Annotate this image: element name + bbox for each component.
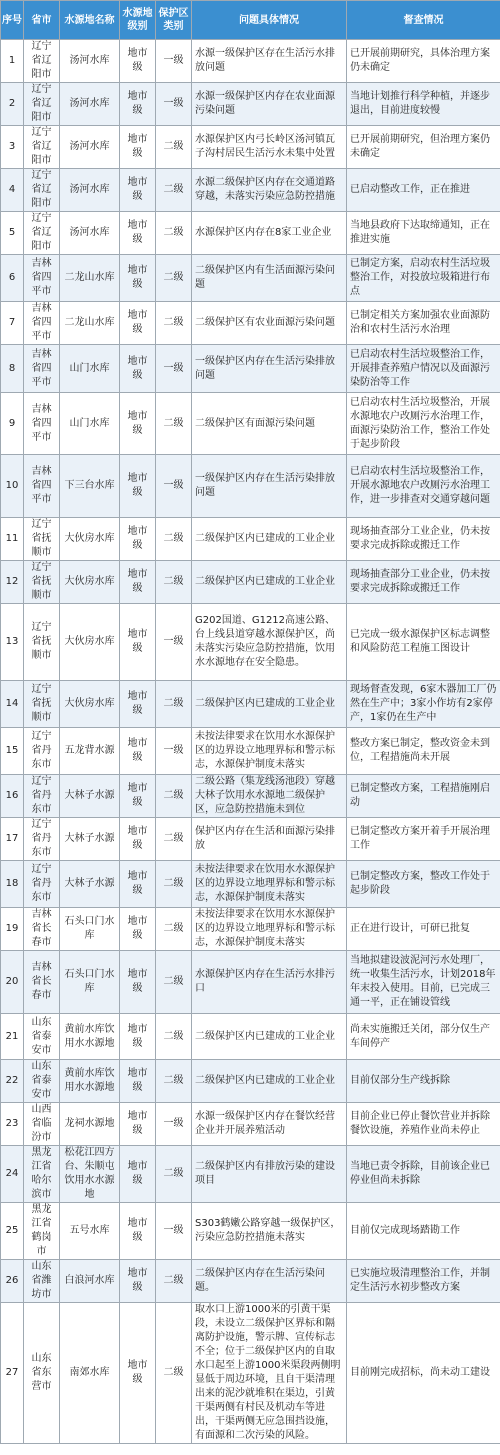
row-source-level: 地市级: [120, 1103, 156, 1146]
row-inspection-status: 已启动整改工作，正在推进: [347, 169, 500, 212]
row-inspection-status: 已制定整改方案，整改工作处于起步阶段: [347, 861, 500, 908]
row-province-city: 辽宁省丹东市: [24, 775, 60, 818]
row-province-city: 辽宁省辽阳市: [24, 212, 60, 255]
table-row: [1, 169, 500, 212]
row-problem-details: 未按法律要求在饮用水水源保护区的边界设立地理界标和警示标志，水源保护制度未落实: [192, 861, 347, 908]
table-row: [1, 40, 500, 83]
row-source-level: 地市级: [120, 393, 156, 455]
row-protection-category: 二级: [156, 1060, 192, 1103]
row-index: 12: [1, 561, 24, 604]
row-problem-details: 水源一级保护区内存在农业面源污染问题: [192, 83, 347, 126]
row-index: 19: [1, 908, 24, 951]
row-source-level: 地市级: [120, 1260, 156, 1303]
row-province-city: 辽宁省丹东市: [24, 728, 60, 775]
table-row: [1, 1103, 500, 1146]
row-source-name: 白浪河水库: [60, 1260, 120, 1303]
row-problem-details: 水源保护区内存在8家工业企业: [192, 212, 347, 255]
table-row: [1, 212, 500, 255]
row-protection-category: 二级: [156, 1260, 192, 1303]
row-source-name: 石头口门水库: [60, 908, 120, 951]
row-source-name: 山门水库: [60, 345, 120, 393]
row-source-level: 地市级: [120, 345, 156, 393]
header-province-city: 省市: [24, 1, 60, 40]
table-row: [1, 561, 500, 604]
row-protection-category: 二级: [156, 818, 192, 861]
row-source-level: 地市级: [120, 1014, 156, 1060]
row-province-city: 辽宁省丹东市: [24, 861, 60, 908]
table-row: [1, 83, 500, 126]
row-source-name: 山门水库: [60, 393, 120, 455]
row-province-city: 辽宁省丹东市: [24, 818, 60, 861]
table-row: [1, 604, 500, 681]
row-source-level: 地市级: [120, 728, 156, 775]
row-inspection-status: 已开展前期研究，具体治理方案仍未确定: [347, 40, 500, 83]
row-source-name: 松花江四方台、朱顺屯饮用水水源地: [60, 1146, 120, 1203]
row-protection-category: 二级: [156, 1303, 192, 1444]
row-source-name: 龙祠水源地: [60, 1103, 120, 1146]
row-province-city: 辽宁省辽阳市: [24, 169, 60, 212]
row-index: 15: [1, 728, 24, 775]
row-source-name: 大林子水源: [60, 775, 120, 818]
row-source-level: 地市级: [120, 455, 156, 518]
row-inspection-status: 目前仅部分生产线拆除: [347, 1060, 500, 1103]
row-index: 1: [1, 40, 24, 83]
row-problem-details: 二级保护区有面源污染问题: [192, 393, 347, 455]
row-province-city: 辽宁省抚顺市: [24, 681, 60, 728]
row-source-level: 地市级: [120, 681, 156, 728]
row-source-level: 地市级: [120, 302, 156, 345]
table-row: [1, 908, 500, 951]
row-index: 10: [1, 455, 24, 518]
row-source-name: 大伙房水库: [60, 681, 120, 728]
row-problem-details: 二级保护区内已建成的工业企业: [192, 681, 347, 728]
row-inspection-status: 目前刚完成招标，尚未动工建设: [347, 1303, 500, 1444]
table-row: [1, 1146, 500, 1203]
row-inspection-status: 已开展前期研究，但治理方案仍未确定: [347, 126, 500, 169]
row-problem-details: 水源一级保护区存在生活污水排放问题: [192, 40, 347, 83]
row-province-city: 吉林省长春市: [24, 908, 60, 951]
row-inspection-status: 目前仅完成现场踏勘工作: [347, 1203, 500, 1260]
row-source-name: 汤河水库: [60, 169, 120, 212]
table-row: [1, 775, 500, 818]
table-header-row: [1, 1, 500, 40]
row-protection-category: 二级: [156, 908, 192, 951]
row-index: 25: [1, 1203, 24, 1260]
row-source-name: 黄前水库饮用水水源地: [60, 1060, 120, 1103]
row-inspection-status: 已启动农村生活垃圾整治工作，开展水源地农户改厕污水治理工作，进一步排查对交通穿越问题: [347, 455, 500, 518]
row-province-city: 山东省东营市: [24, 1303, 60, 1444]
row-source-name: 二龙山水库: [60, 302, 120, 345]
row-inspection-status: 现场督查发现，6家木器加工厂仍然在生产中；3家小作坊有2家停产，1家仍在生产中: [347, 681, 500, 728]
row-source-level: 地市级: [120, 775, 156, 818]
header-problem-details: 问题具体情况: [192, 1, 347, 40]
row-province-city: 吉林省四平市: [24, 345, 60, 393]
row-problem-details: 二级保护区内有生活面源污染问题: [192, 255, 347, 302]
row-protection-category: 二级: [156, 518, 192, 561]
row-problem-details: 二级保护区内已建成的工业企业: [192, 1060, 347, 1103]
row-source-name: 大伙房水库: [60, 561, 120, 604]
row-source-level: 地市级: [120, 83, 156, 126]
row-source-level: 地市级: [120, 40, 156, 83]
row-source-name: 汤河水库: [60, 83, 120, 126]
row-inspection-status: 已实施垃圾清理整治工作，并制定生活污水初步整改方案: [347, 1260, 500, 1303]
table-body: [1, 40, 500, 1444]
row-protection-category: 二级: [156, 775, 192, 818]
row-inspection-status: 当地县政府下达取缔通知，正在推进实施: [347, 212, 500, 255]
row-province-city: 辽宁省抚顺市: [24, 518, 60, 561]
row-index: 11: [1, 518, 24, 561]
row-province-city: 山东省潍坊市: [24, 1260, 60, 1303]
row-province-city: 辽宁省辽阳市: [24, 83, 60, 126]
row-index: 4: [1, 169, 24, 212]
row-source-level: 地市级: [120, 561, 156, 604]
row-source-name: 汤河水库: [60, 40, 120, 83]
row-protection-category: 二级: [156, 169, 192, 212]
header-source-level: 水源地级别: [120, 1, 156, 40]
row-province-city: 辽宁省辽阳市: [24, 40, 60, 83]
row-problem-details: 一级保护区内存在生活污染排放问题: [192, 345, 347, 393]
row-index: 22: [1, 1060, 24, 1103]
row-source-level: 地市级: [120, 1203, 156, 1260]
row-source-level: 地市级: [120, 604, 156, 681]
row-source-level: 地市级: [120, 518, 156, 561]
row-index: 16: [1, 775, 24, 818]
row-inspection-status: 已制定方案，启动农村生活垃圾整治工作，对投放垃圾箱进行布点: [347, 255, 500, 302]
table-row: [1, 1260, 500, 1303]
row-protection-category: 二级: [156, 126, 192, 169]
row-source-name: 大伙房水库: [60, 604, 120, 681]
row-source-level: 地市级: [120, 169, 156, 212]
table-row: [1, 1060, 500, 1103]
row-problem-details: 水源一级保护区内存在餐饮经营企业并开展养殖活动: [192, 1103, 347, 1146]
row-source-level: 地市级: [120, 1146, 156, 1203]
row-province-city: 辽宁省抚顺市: [24, 604, 60, 681]
row-protection-category: 二级: [156, 951, 192, 1014]
header-source-name: 水源地名称: [60, 1, 120, 40]
row-index: 8: [1, 345, 24, 393]
row-inspection-status: 整改方案已制定，整改资金未到位，工程措施尚未开展: [347, 728, 500, 775]
row-source-level: 地市级: [120, 908, 156, 951]
row-index: 3: [1, 126, 24, 169]
header-index: 序号: [1, 1, 24, 40]
table-row: [1, 1303, 500, 1444]
row-inspection-status: 已启动农村生活垃圾整治，开展水源地农户改厕污水治理工作，面源污染防治工作，整治工作处于起步阶段: [347, 393, 500, 455]
row-problem-details: 未按法律要求在饮用水水源保护区的边界设立地理界标和警示标志，水源保护制度未落实: [192, 908, 347, 951]
row-inspection-status: 正在进行设计，可研已批复: [347, 908, 500, 951]
row-index: 24: [1, 1146, 24, 1203]
row-index: 2: [1, 83, 24, 126]
row-index: 6: [1, 255, 24, 302]
row-protection-category: 二级: [156, 255, 192, 302]
table-row: [1, 818, 500, 861]
row-problem-details: 二级保护区有农业面源污染问题: [192, 302, 347, 345]
row-protection-category: 二级: [156, 1146, 192, 1203]
row-source-level: 地市级: [120, 212, 156, 255]
row-province-city: 山东省泰安市: [24, 1060, 60, 1103]
table-row: [1, 681, 500, 728]
table-row: [1, 518, 500, 561]
row-problem-details: S303鹤嫩公路穿越一级保护区，污染应急防控措施未落实: [192, 1203, 347, 1260]
row-source-name: 五号水库: [60, 1203, 120, 1260]
row-source-name: 石头口门水库: [60, 951, 120, 1014]
row-province-city: 山东省泰安市: [24, 1014, 60, 1060]
row-province-city: 黑龙江省哈尔滨市: [24, 1146, 60, 1203]
row-protection-category: 二级: [156, 212, 192, 255]
row-province-city: 山西省临汾市: [24, 1103, 60, 1146]
table-row: [1, 455, 500, 518]
row-province-city: 吉林省四平市: [24, 302, 60, 345]
row-inspection-status: 已制定整改方案，工程措施刚启动: [347, 775, 500, 818]
table-row: [1, 861, 500, 908]
row-problem-details: 二级保护区内已建成的工业企业: [192, 561, 347, 604]
row-index: 17: [1, 818, 24, 861]
row-protection-category: 二级: [156, 1014, 192, 1060]
row-problem-details: 二级保护区内存在生活污染问题。: [192, 1260, 347, 1303]
row-protection-category: 一级: [156, 83, 192, 126]
row-inspection-status: 当地已责令拆除，目前该企业已停业但尚未拆除: [347, 1146, 500, 1203]
row-province-city: 吉林省四平市: [24, 255, 60, 302]
row-problem-details: 一级保护区内存在生活污染排放问题: [192, 455, 347, 518]
row-protection-category: 一级: [156, 40, 192, 83]
row-inspection-status: 尚未实施搬迁关闭，部分仅生产车间停产: [347, 1014, 500, 1060]
row-inspection-status: 现场抽查部分工业企业，仍未按要求完成拆除或搬迁工作: [347, 561, 500, 604]
row-inspection-status: 当地拟建设波泥河污水处理厂，统一收集生活污水，计划2018年年末投入使用。目前，已完成三通一平，正在铺设管线: [347, 951, 500, 1014]
table-row: [1, 1014, 500, 1060]
row-index: 21: [1, 1014, 24, 1060]
row-protection-category: 一级: [156, 1203, 192, 1260]
table-row: [1, 126, 500, 169]
row-problem-details: 水源保护区内存在生活污水排污口: [192, 951, 347, 1014]
row-province-city: 辽宁省抚顺市: [24, 561, 60, 604]
row-inspection-status: 已制定相关方案加强农业面源防治和农村生活污水治理: [347, 302, 500, 345]
row-problem-details: 水源二级保护区内存在交通道路穿越，未落实污染应急防控措施: [192, 169, 347, 212]
row-source-name: 汤河水库: [60, 212, 120, 255]
row-problem-details: 水源保护区内弓长岭区汤河镇瓦子沟村居民生活污水未集中处置: [192, 126, 347, 169]
row-index: 27: [1, 1303, 24, 1444]
header-inspection-status: 督查情况: [347, 1, 500, 40]
row-problem-details: 二级公路（集龙线汤池段）穿越大林子饮用水水源地二级保护区，应急防控措施未到位: [192, 775, 347, 818]
row-source-level: 地市级: [120, 126, 156, 169]
table-row: [1, 345, 500, 393]
row-province-city: 黑龙江省鹤岗市: [24, 1203, 60, 1260]
row-problem-details: 二级保护区内已建成的工业企业: [192, 1014, 347, 1060]
row-source-name: 大伙房水库: [60, 518, 120, 561]
row-index: 20: [1, 951, 24, 1014]
row-index: 5: [1, 212, 24, 255]
row-problem-details: 保护区内存在生活和面源污染排放: [192, 818, 347, 861]
row-protection-category: 二级: [156, 302, 192, 345]
row-index: 9: [1, 393, 24, 455]
row-index: 23: [1, 1103, 24, 1146]
row-source-name: 大林子水源: [60, 861, 120, 908]
table-row: [1, 255, 500, 302]
table-row: [1, 393, 500, 455]
row-index: 18: [1, 861, 24, 908]
table-row: [1, 1203, 500, 1260]
row-protection-category: 一级: [156, 455, 192, 518]
row-inspection-status: 目前企业已停止餐饮营业并拆除餐饮设施，养殖作业尚未停止: [347, 1103, 500, 1146]
row-source-name: 南郊水库: [60, 1303, 120, 1444]
row-protection-category: 二级: [156, 681, 192, 728]
row-protection-category: 二级: [156, 393, 192, 455]
row-problem-details: 取水口上游1000米的引黄干渠段，未设立二级保护区界标和隔离防护设施，警示牌、宣传标志不全；位于二级保护区内的自取水口起至上游1000米渠段两侧明显低于周边环境，且自干渠清理出来的泥沙就堆积在渠边，引黄干渠两侧有村民及机动车等进出，干渠两侧无应急围挡设施，有面源和二次污染的风险。: [192, 1303, 347, 1444]
row-protection-category: 一级: [156, 1103, 192, 1146]
table-row: [1, 728, 500, 775]
row-province-city: 吉林省四平市: [24, 455, 60, 518]
header-protection-category: 保护区类别: [156, 1, 192, 40]
row-problem-details: 二级保护区内有排放污染的建设项目: [192, 1146, 347, 1203]
row-problem-details: 二级保护区内已建成的工业企业: [192, 518, 347, 561]
table-row: [1, 302, 500, 345]
row-problem-details: G202国道、G1212高速公路、台上线县道穿越水源保护区，尚未落实污染应急防控措施，饮用水水源地存在安全隐患。: [192, 604, 347, 681]
row-protection-category: 一级: [156, 728, 192, 775]
row-index: 13: [1, 604, 24, 681]
row-source-level: 地市级: [120, 255, 156, 302]
row-protection-category: 二级: [156, 861, 192, 908]
row-index: 26: [1, 1260, 24, 1303]
row-province-city: 吉林省长春市: [24, 951, 60, 1014]
row-inspection-status: 当地计划推行科学种植，并逐步退出，目前进度较慢: [347, 83, 500, 126]
row-source-name: 二龙山水库: [60, 255, 120, 302]
row-source-name: 大林子水源: [60, 818, 120, 861]
row-protection-category: 二级: [156, 561, 192, 604]
row-source-name: 黄前水库饮用水水源地: [60, 1014, 120, 1060]
row-problem-details: 未按法律要求在饮用水水源保护区的边界设立地理界标和警示标志，水源保护制度未落实: [192, 728, 347, 775]
row-inspection-status: 现场抽查部分工业企业，仍未按要求完成拆除或搬迁工作: [347, 518, 500, 561]
row-source-name: 汤河水库: [60, 126, 120, 169]
row-province-city: 辽宁省辽阳市: [24, 126, 60, 169]
row-source-level: 地市级: [120, 861, 156, 908]
row-source-level: 地市级: [120, 818, 156, 861]
row-inspection-status: 已完成一级水源保护区标志调整和风险防范工程施工图设计: [347, 604, 500, 681]
row-protection-category: 一级: [156, 345, 192, 393]
row-inspection-status: 已制定整改方案开着手开展治理工作: [347, 818, 500, 861]
row-inspection-status: 已启动农村生活垃圾整治工作，开展排查养殖户情况以及面源污染防治等工作: [347, 345, 500, 393]
row-source-name: 下三台水库: [60, 455, 120, 518]
row-index: 7: [1, 302, 24, 345]
row-province-city: 吉林省四平市: [24, 393, 60, 455]
table-row: [1, 951, 500, 1014]
row-source-name: 五龙背水源: [60, 728, 120, 775]
row-source-level: 地市级: [120, 1060, 156, 1103]
row-source-level: 地市级: [120, 1303, 156, 1444]
row-protection-category: 一级: [156, 604, 192, 681]
row-source-level: 地市级: [120, 951, 156, 1014]
row-index: 14: [1, 681, 24, 728]
